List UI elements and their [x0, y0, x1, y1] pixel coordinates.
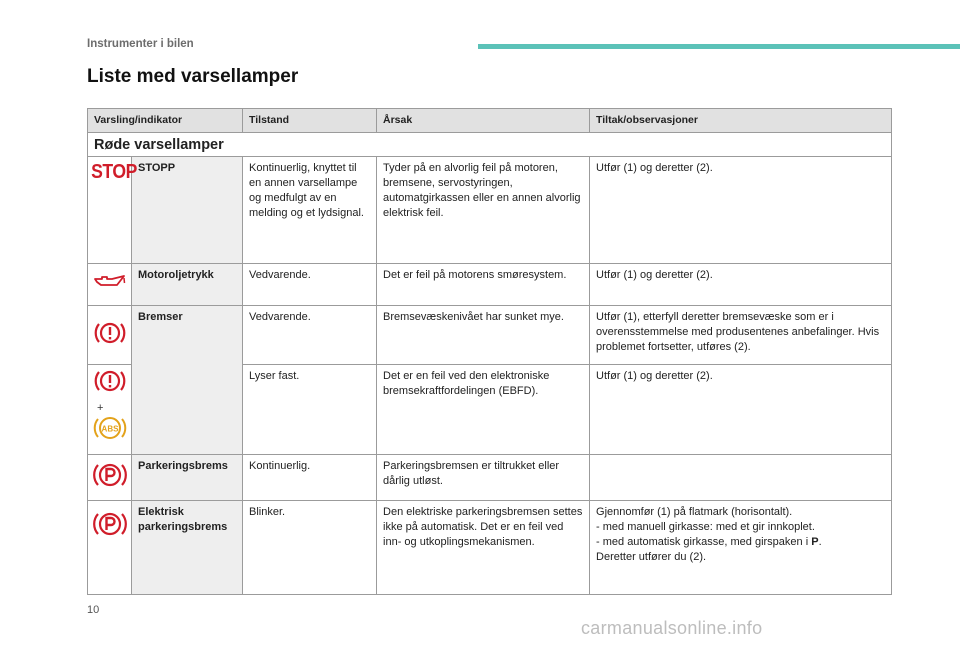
- warning-lamp-table: [87, 108, 892, 595]
- page-number: 10: [87, 604, 100, 616]
- indicator-name: Parkeringsbrems: [132, 455, 243, 501]
- electric-parking-brake-icon: [93, 509, 127, 544]
- gear-position-label: P: [811, 536, 819, 548]
- section-title: Røde varsellamper: [88, 133, 892, 157]
- indicator-name: Motoroljetrykk: [132, 264, 243, 306]
- oil-can-icon: [93, 274, 127, 295]
- action-line: Deretter utfører du (2).: [596, 551, 707, 563]
- table-row: [88, 157, 892, 264]
- section-label: Instrumenter i bilen: [87, 38, 194, 50]
- action-cell: [590, 501, 892, 595]
- abs-label: ABS: [101, 424, 118, 434]
- icon-cell: [88, 501, 132, 595]
- icon-cell: [88, 157, 137, 264]
- cause-cell: Bremsevæskenivået har sunket mye.: [377, 306, 590, 365]
- state-cell: Lyser fast.: [243, 365, 377, 455]
- indicator-name: Elektrisk parkeringsbrems: [132, 501, 243, 595]
- cause-cell: Det er feil på motorens smøresystem.: [377, 264, 590, 306]
- action-cell: Utfør (1) og deretter (2).: [590, 365, 892, 455]
- column-header-indicator: Varsling/indikator: [88, 109, 243, 133]
- cause-cell: Det er en feil ved den elektroniske bremsekraftfordelingen (EBFD).: [377, 365, 590, 455]
- parking-brake-icon: [93, 460, 127, 495]
- icon-cell: [88, 306, 132, 365]
- watermark: carmanualsonline.info: [581, 618, 763, 638]
- table-header-row: [88, 109, 892, 133]
- table-row: [88, 455, 892, 501]
- action-line: [596, 535, 885, 550]
- icon-cell: [88, 264, 132, 306]
- page-title: Liste med varsellamper: [87, 66, 299, 87]
- action-cell: [590, 455, 892, 501]
- state-cell: Vedvarende.: [243, 306, 377, 365]
- column-header-state: Tilstand: [243, 109, 377, 133]
- icon-cell: [88, 365, 132, 455]
- cause-cell: Tyder på en alvorlig feil på motoren, bremsene, servostyringen, automatgirkassen eller en annen alvorlig elektrisk feil.: [377, 157, 590, 264]
- state-cell: Vedvarende.: [243, 264, 377, 306]
- column-header-cause: Årsak: [377, 109, 590, 133]
- table-row: [88, 264, 892, 306]
- icon-cell: [88, 455, 132, 501]
- action-line-end: .: [818, 536, 822, 548]
- action-cell: Utfør (1) og deretter (2).: [590, 264, 892, 306]
- state-cell: Kontinuerlig.: [243, 455, 377, 501]
- action-cell: Utfør (1), etterfyll deretter bremsevæske som er i overensstemmelse med produsentenes anbefalinger. Hvis problemet fortsetter, utføres (2).: [590, 306, 892, 365]
- cause-cell: Parkeringsbremsen er tiltrukket eller dårlig utløst.: [377, 455, 590, 501]
- section-row: [88, 133, 892, 157]
- indicator-name: Bremser: [132, 306, 243, 455]
- table-row: [88, 501, 892, 595]
- state-cell: Kontinuerlig, knyttet til en annen varsellampe og medfulgt av en melding og et lydsignal.: [243, 157, 377, 264]
- table-row: [88, 306, 892, 365]
- state-cell: Blinker.: [243, 501, 377, 595]
- action-cell: Utfør (1) og deretter (2).: [590, 157, 892, 264]
- brake-abs-icon: [93, 367, 127, 452]
- brake-warning-icon: [94, 319, 126, 352]
- action-line: Gjennomfør (1) på flatmark (horisontalt).: [596, 506, 793, 518]
- cause-cell: Den elektriske parkeringsbremsen settes ikke på automatisk. Det er en feil ved inn- og utkoplingsmekanismen.: [377, 501, 590, 595]
- column-header-action: Tiltak/observasjoner: [590, 109, 892, 133]
- header-accent-bar: [478, 44, 960, 49]
- stop-icon: STOP: [91, 161, 137, 183]
- indicator-name: STOPP: [132, 157, 243, 264]
- action-line-text: - med automatisk girkasse, med girspaken i: [596, 536, 812, 548]
- action-line: - med manuell girkasse: med et gir innkoplet.: [596, 521, 815, 533]
- plus-sign: +: [96, 402, 103, 414]
